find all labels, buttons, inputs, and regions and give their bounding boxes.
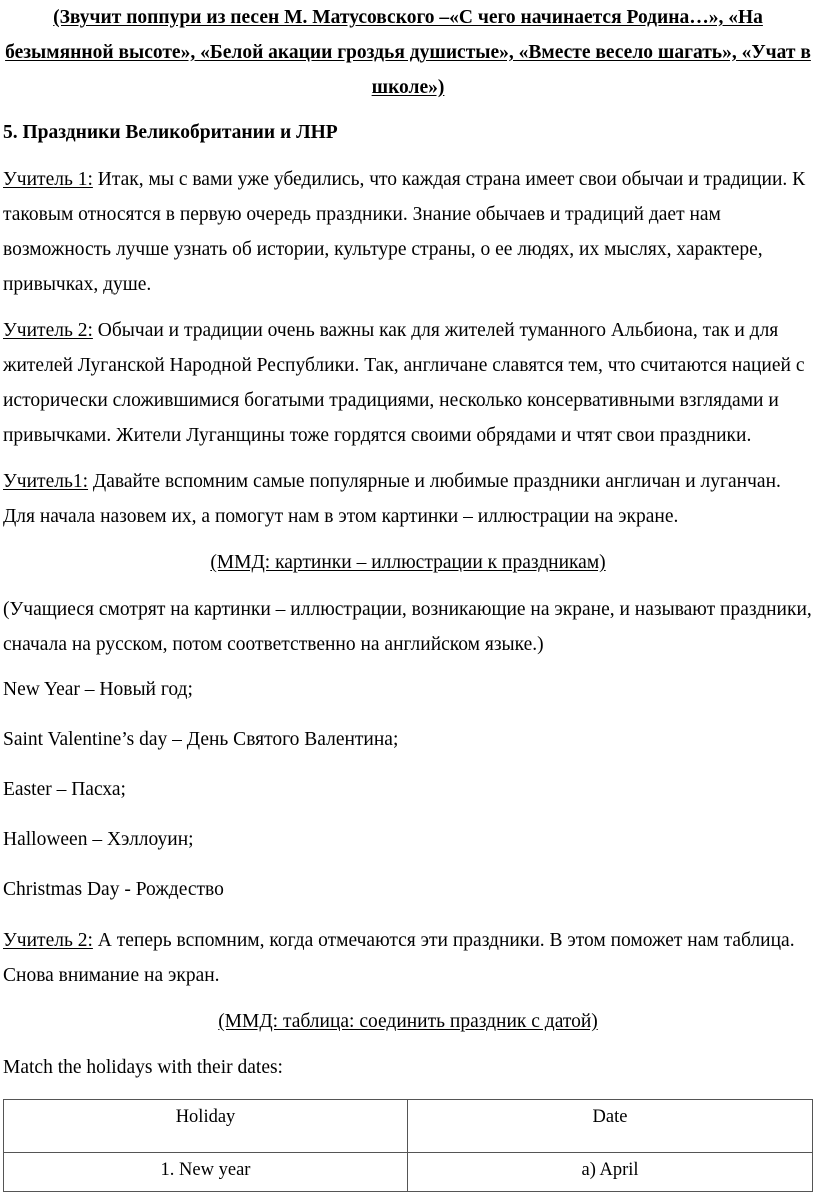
dialogue-paragraph-teacher-2 <box>3 313 813 453</box>
holiday-line: Saint Valentine’s day – День Святого Валентина; <box>3 729 399 750</box>
stage-direction: (Учащиеся смотрят на картинки – иллюстрации, возникающие на экране, и называют праздники, сначала на русском, потом соответственно на английском языке.) <box>3 599 812 655</box>
match-table-wrapper <box>3 1099 813 1192</box>
intro-note-text: (Звучит поппури из песен М. Матусовского –«С чего начинается Родина…», «На безымянной высоте», «Белой акации гроздья душистые», «Вместе весело шагать», «Учат в школе») <box>5 7 811 98</box>
mmd-note-pictures <box>3 545 813 580</box>
holiday-line: New Year – Новый год; <box>3 679 193 700</box>
table-cell-holiday: 1. New year <box>4 1153 408 1192</box>
dialogue-text-teacher-2b: А теперь вспомним, когда отмечаются эти праздники. В этом поможет нам таблица. Снова внимание на экран. <box>3 930 795 986</box>
mmd-note-pictures-text: (ММД: картинки – иллюстрации к праздникам) <box>210 552 606 573</box>
table-header-date: Date <box>408 1100 813 1153</box>
speaker-label-teacher-1: Учитель 1: <box>3 169 93 190</box>
holiday-line: Easter – Пасха; <box>3 779 126 800</box>
dialogue-text-teacher-2: Обычаи и традиции очень важны как для жителей туманного Альбиона, так и для жителей Луганской Народной Республики. Так, англичане славятся тем, что считаются нацией с исторически сложившимися богатыми традициями, несколько консервативными взглядами и привычками. Жители Луганщины тоже гордятся своими обрядами и чтят свои праздники. <box>3 320 805 446</box>
dialogue-text-teacher-1b: Давайте вспомним самые популярные и любимые праздники англичан и луганчан. Для начала назовем их, а помогут нам в этом картинки – иллюстрации на экране. <box>3 471 781 527</box>
mmd-note-table-text: (ММД: таблица: соединить праздник с датой) <box>218 1011 598 1032</box>
mmd-note-table <box>3 1004 813 1039</box>
speaker-label-teacher-2: Учитель 2: <box>3 320 93 341</box>
page-title: 5. Праздники Великобритании и ЛНР <box>3 122 338 143</box>
table-cell-date: a) April <box>408 1153 813 1192</box>
task-instruction: Match the holidays with their dates: <box>3 1057 283 1078</box>
match-table <box>3 1099 813 1192</box>
speaker-label-teacher-2b: Учитель 2: <box>3 930 93 951</box>
intro-note <box>3 0 813 105</box>
table-header-row <box>4 1100 813 1153</box>
dialogue-paragraph-teacher-2b <box>3 923 813 993</box>
dialogue-paragraph-teacher-1b <box>3 464 813 534</box>
table-row <box>4 1153 813 1192</box>
table-header-holiday: Holiday <box>4 1100 408 1153</box>
dialogue-text-teacher-1: Итак, мы с вами уже убедились, что каждая страна имеет свои обычаи и традиции. К таковым относятся в первую очередь праздники. Знание обычаев и традиций дает нам возможность лучше узнать об истории, культуре страны, о ее людях, их мыслях, характере, привычках, душе. <box>3 169 806 295</box>
speaker-label-teacher-1b: Учитель1: <box>3 471 89 492</box>
dialogue-paragraph-teacher-1 <box>3 162 813 302</box>
holiday-line: Christmas Day - Рождество <box>3 879 224 900</box>
holiday-line: Halloween – Хэллоуин; <box>3 829 194 850</box>
